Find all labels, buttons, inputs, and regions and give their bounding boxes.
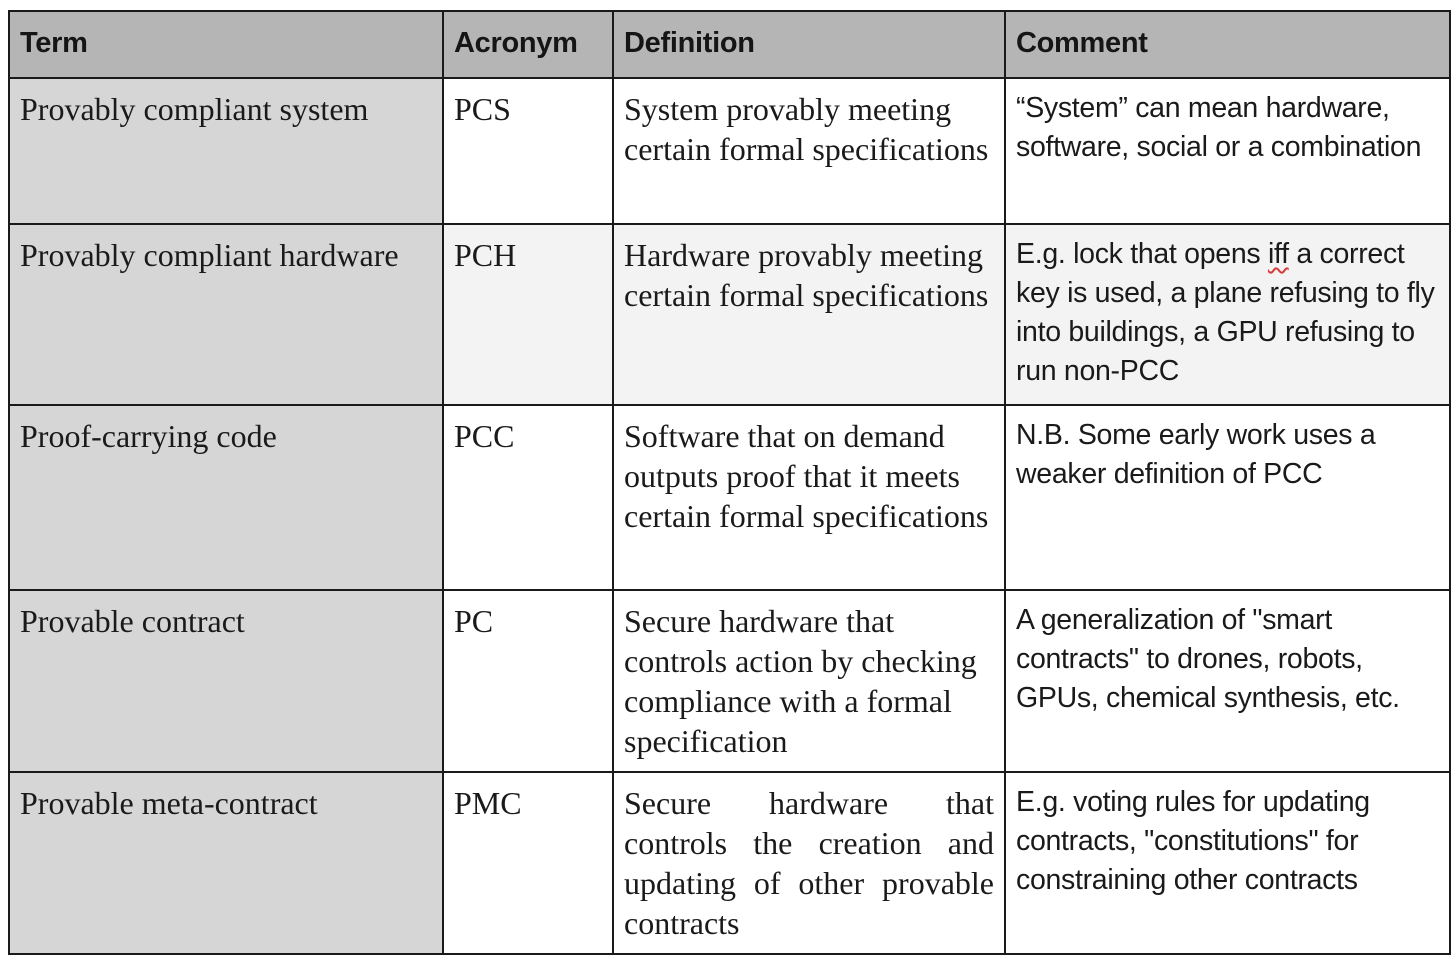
table-row [9,405,1450,590]
comment-cell: “System” can mean hardware, software, social or a combination [1005,78,1450,224]
comment-cell: A generalization of "smart contracts" to drones, robots, GPUs, chemical synthesis, etc. [1005,590,1450,772]
header-definition: Definition [613,11,1005,78]
header-comment: Comment [1005,11,1450,78]
definition-cell: Software that on demand outputs proof that it meets certain formal specifications [613,405,1005,590]
header-row [9,11,1450,78]
term-cell: Provably compliant hardware [9,224,443,405]
comment-text-before: E.g. lock that opens [1016,238,1268,270]
term-cell: Provable contract [9,590,443,772]
comment-cell: N.B. Some early work uses a weaker definition of PCC [1005,405,1450,590]
terms-table [8,10,1451,955]
table-row [9,590,1450,772]
comment-cell [1005,224,1450,405]
header-acronym: Acronym [443,11,613,78]
definition-cell: Secure hardware that controls the creation and updating of other provable contracts [613,772,1005,954]
acronym-cell: PC [443,590,613,772]
table-row [9,78,1450,224]
definition-cell: System provably meeting certain formal specifications [613,78,1005,224]
acronym-cell: PCS [443,78,613,224]
term-cell: Proof-carrying code [9,405,443,590]
table-row [9,224,1450,405]
comment-cell: E.g. voting rules for updating contracts, "constitutions" for constraining other contracts [1005,772,1450,954]
definition-cell: Secure hardware that controls action by checking compliance with a formal specification [613,590,1005,772]
header-term: Term [9,11,443,78]
acronym-cell: PMC [443,772,613,954]
table-row [9,772,1450,954]
definition-cell: Hardware provably meeting certain formal specifications [613,224,1005,405]
term-cell: Provably compliant system [9,78,443,224]
acronym-cell: PCC [443,405,613,590]
acronym-cell: PCH [443,224,613,405]
spellcheck-flagged-word: iff [1267,238,1289,270]
comment-text-after: a correct key is used, a plane refusing to fly into buildings, a GPU refusing to run non-PCC [1016,238,1435,387]
term-cell: Provable meta-contract [9,772,443,954]
